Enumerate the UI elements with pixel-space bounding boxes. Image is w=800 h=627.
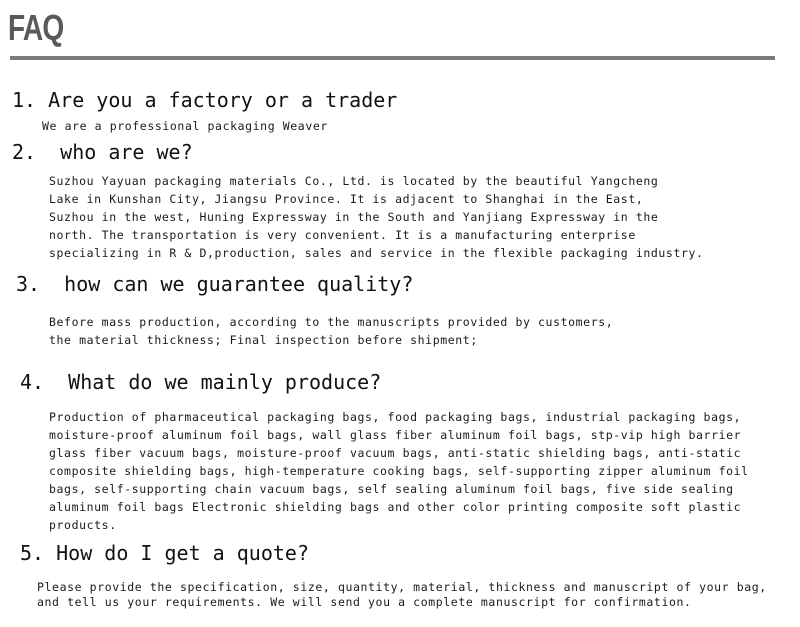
faq-answer-1: We are a professional packaging Weaver bbox=[42, 119, 328, 133]
faq-answer-5: Please provide the specification, size, quantity, material, thickness and manuscript of your bag, and tell us your requirements. We will send you a complete manuscript for confirmation. bbox=[37, 580, 767, 609]
faq-question-3: 3. how can we guarantee quality? bbox=[16, 272, 414, 296]
title-divider bbox=[10, 56, 775, 60]
faq-answer-4: Production of pharmaceutical packaging bags, food packaging bags, industrial packaging bags, moisture-proof aluminum foil bags, wall glass fiber aluminum foil bags, stp-vip high barrier glass fiber vacuum bags, moisture-proof vacuum bags, anti-static shielding bags, anti-static composite shielding bags, high-temperature cooking bags, self-supporting zipper aluminum foil bags, self-supporting chain vacuum bags, self sealing aluminum foil bags, five side sealing aluminum foil bags Electronic shielding bags and other color printing composite soft plastic products. bbox=[49, 410, 749, 532]
faq-title: FAQ bbox=[8, 7, 64, 48]
faq-answer-2: Suzhou Yayuan packaging materials Co., Ltd. is located by the beautiful Yangcheng Lake in Kunshan City, Jiangsu Province. It is adjacent to Shanghai in the East, Suzhou in the west, Huning Expressway in the South and Yanjiang Expressway in the north. The transportation is very convenient. It is a manufacturing enterprise specializing in R & D,production, sales and service in the flexible packaging industry. bbox=[49, 174, 704, 260]
faq-question-1: 1. Are you a factory or a trader bbox=[12, 88, 398, 112]
faq-question-4: 4. What do we mainly produce? bbox=[20, 370, 382, 394]
faq-answer-3: Before mass production, according to the manuscripts provided by customers, the material thickness; Final inspection before shipment; bbox=[49, 315, 614, 347]
faq-question-5: 5. How do I get a quote? bbox=[20, 541, 309, 565]
faq-question-2: 2. who are we? bbox=[12, 140, 193, 164]
